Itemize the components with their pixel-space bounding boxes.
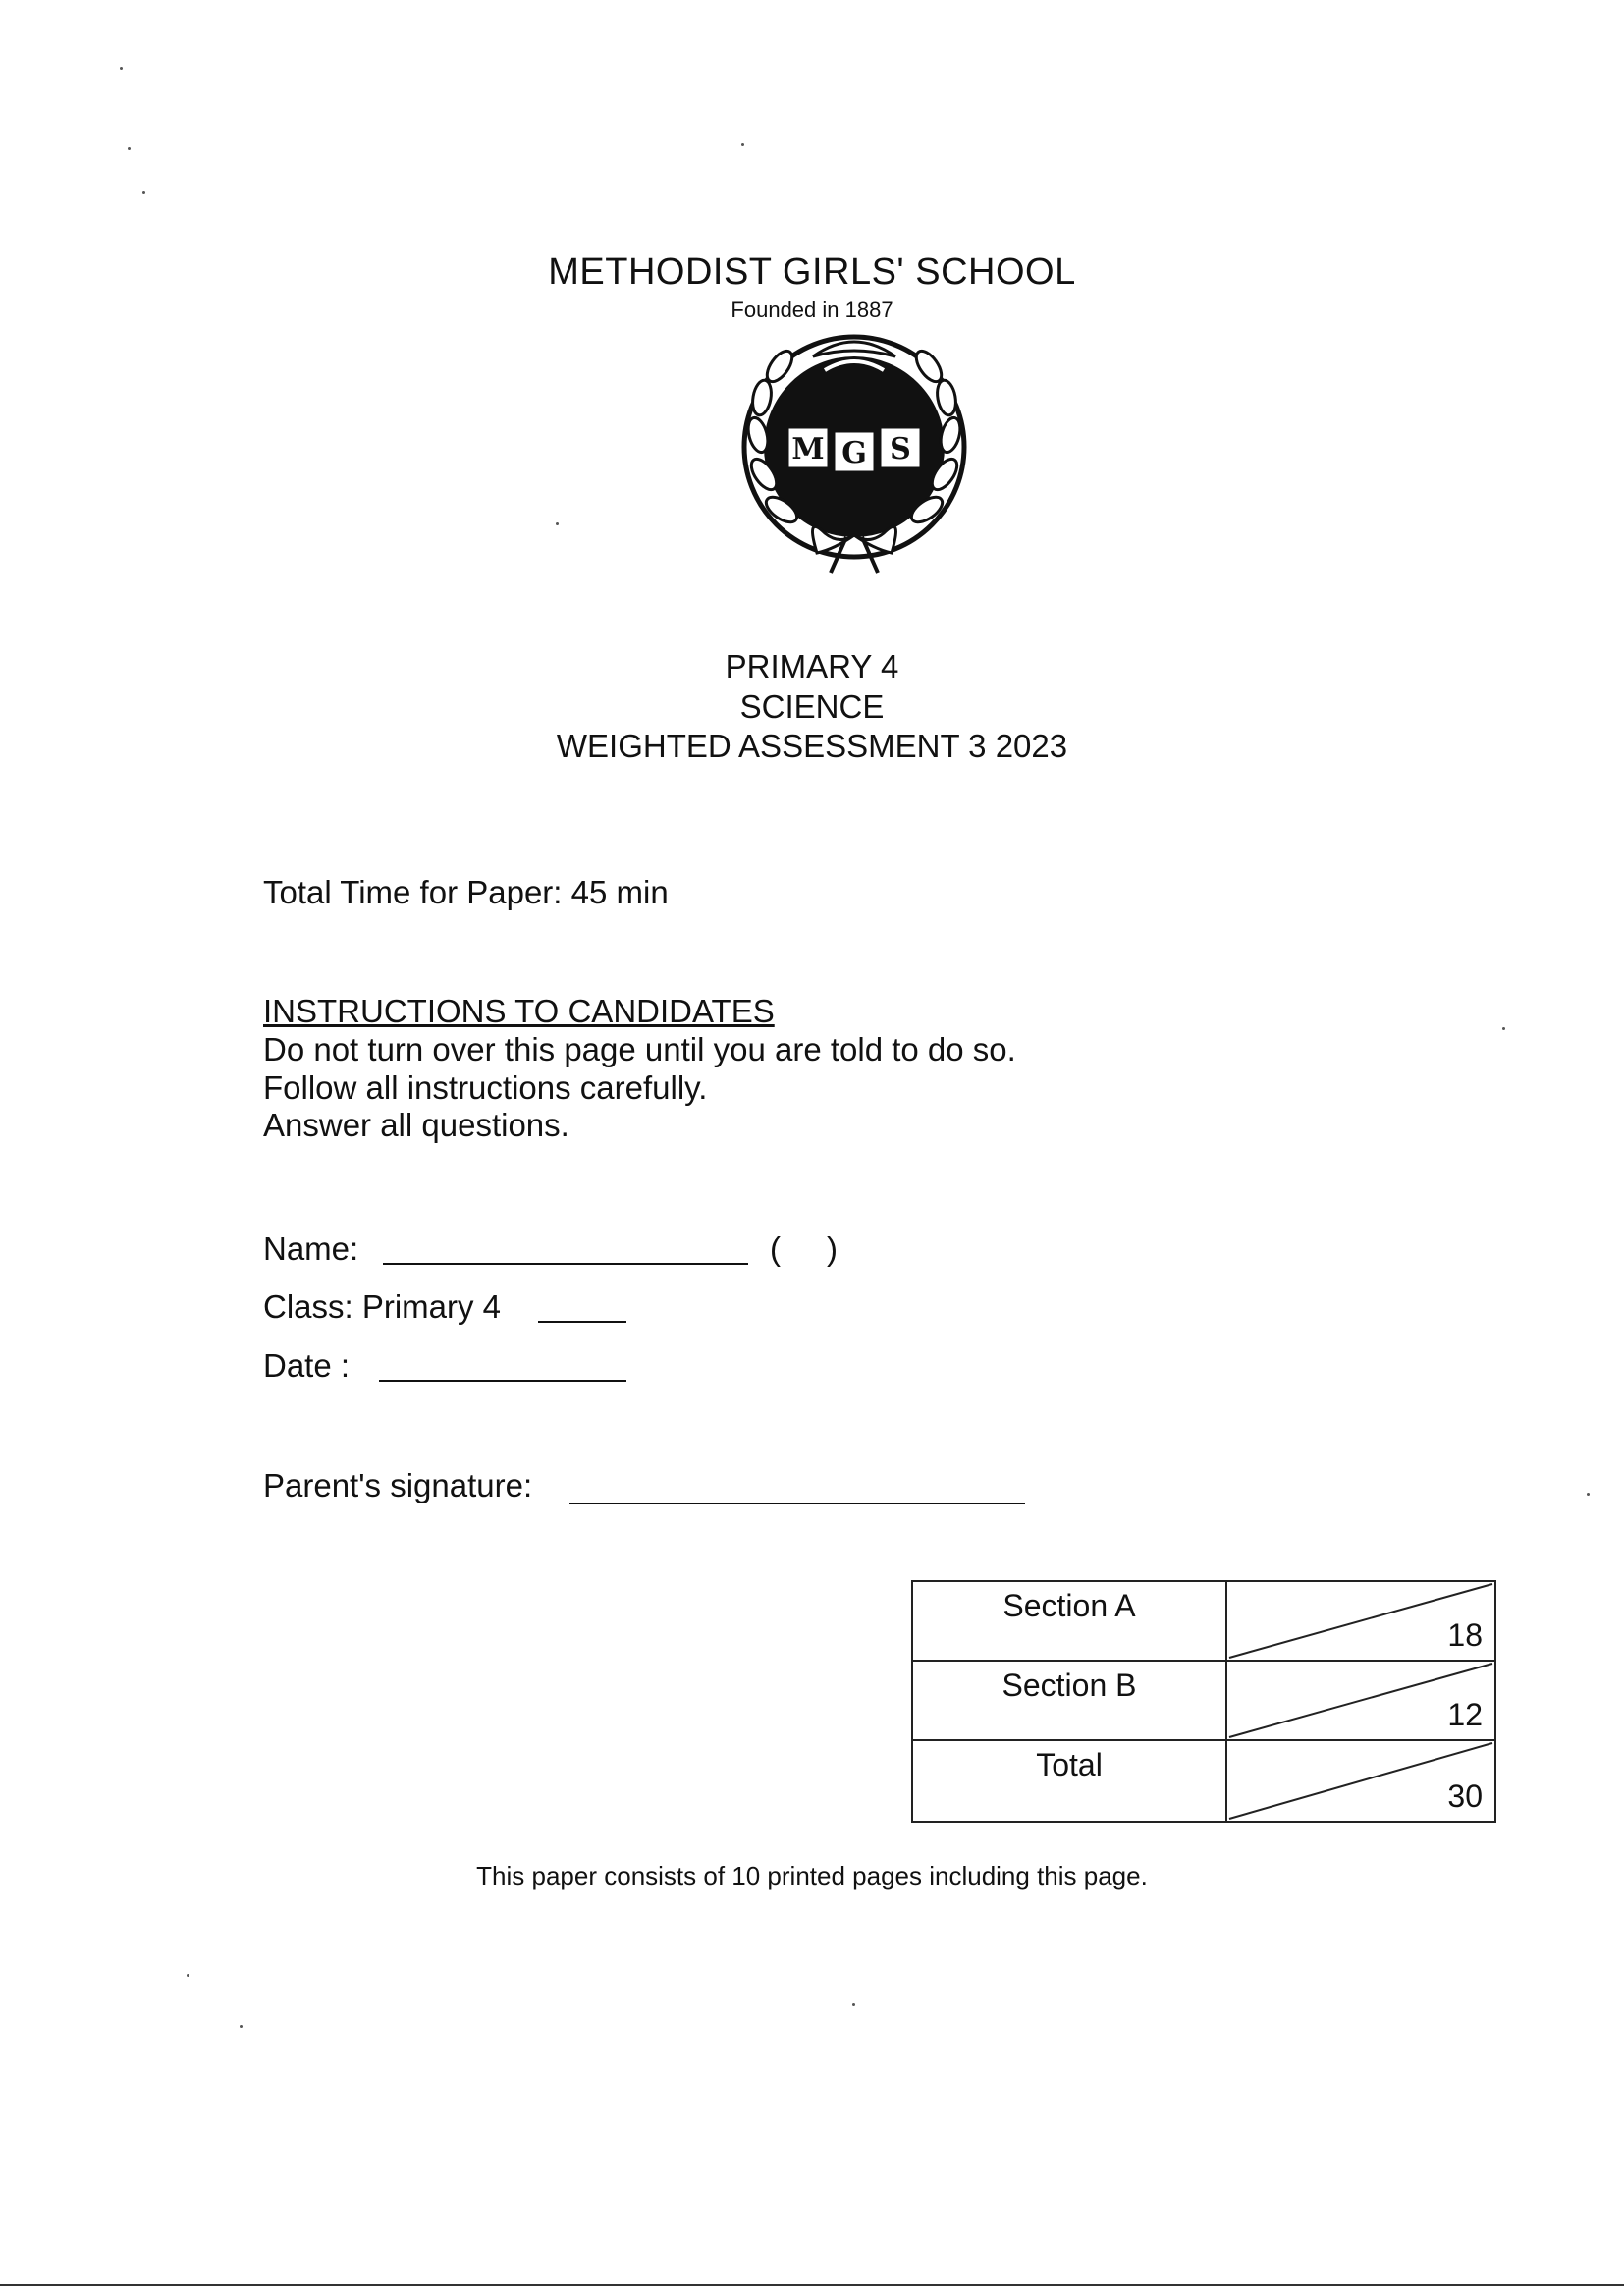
instruction-line: Do not turn over this page until you are told to do so.: [263, 1031, 1016, 1067]
school-crest-icon: [736, 327, 972, 577]
section-b-max: 12: [1447, 1697, 1483, 1732]
scan-speck: [187, 1974, 189, 1977]
scan-speck: [1587, 1493, 1590, 1496]
scan-speck: [240, 2025, 243, 2028]
instruction-line: Answer all questions.: [263, 1107, 569, 1143]
scan-speck: [852, 2003, 855, 2006]
total-score-cell[interactable]: [1227, 1741, 1494, 1821]
paper-assessment: WEIGHTED ASSESSMENT 3 2023: [556, 728, 1068, 764]
scan-speck: [1502, 1027, 1505, 1030]
instructions-heading: INSTRUCTIONS TO CANDIDATES: [263, 993, 775, 1029]
total-max: 30: [1447, 1778, 1483, 1814]
instruction-line: Follow all instructions carefully.: [263, 1069, 708, 1106]
register-number-open: (: [770, 1230, 781, 1267]
name-field[interactable]: [383, 1263, 748, 1265]
scan-speck: [128, 147, 131, 150]
crest-letter-m: M: [791, 432, 825, 466]
section-a-score-cell[interactable]: [1227, 1582, 1494, 1660]
table-row: [913, 1662, 1494, 1741]
bottom-divider: [0, 2284, 1624, 2286]
register-number-close: ): [827, 1230, 838, 1267]
signature-label: Parent's signature:: [263, 1467, 533, 1503]
date-label: Date :: [263, 1347, 351, 1384]
section-b-score-cell[interactable]: [1227, 1662, 1494, 1739]
section-a-label: Section A: [913, 1582, 1227, 1660]
signature-field[interactable]: [569, 1503, 1025, 1504]
scan-speck: [556, 522, 559, 525]
section-a-max: 18: [1447, 1617, 1483, 1653]
table-row: [913, 1741, 1494, 1821]
crest-letter-blocks: [787, 427, 921, 472]
founded-year: Founded in 1887: [731, 298, 893, 322]
scan-speck: [142, 191, 145, 194]
crest-letter-g: G: [841, 436, 867, 470]
scan-speck: [741, 143, 744, 146]
total-time: Total Time for Paper: 45 min: [263, 874, 669, 910]
total-label: Total: [913, 1741, 1227, 1821]
section-b-label: Section B: [913, 1662, 1227, 1739]
page-count-note: This paper consists of 10 printed pages including this page.: [476, 1861, 1148, 1890]
score-table: [911, 1580, 1496, 1823]
class-label: Class: Primary 4: [263, 1288, 502, 1325]
class-field[interactable]: [538, 1321, 626, 1323]
scan-speck: [120, 67, 123, 70]
name-label: Name:: [263, 1230, 359, 1267]
date-field[interactable]: [379, 1380, 626, 1382]
school-name: METHODIST GIRLS' SCHOOL: [548, 251, 1076, 293]
crest-letter-s: S: [890, 432, 911, 466]
paper-level: PRIMARY 4: [725, 648, 899, 684]
paper-subject: SCIENCE: [739, 688, 885, 725]
table-row: [913, 1582, 1494, 1662]
